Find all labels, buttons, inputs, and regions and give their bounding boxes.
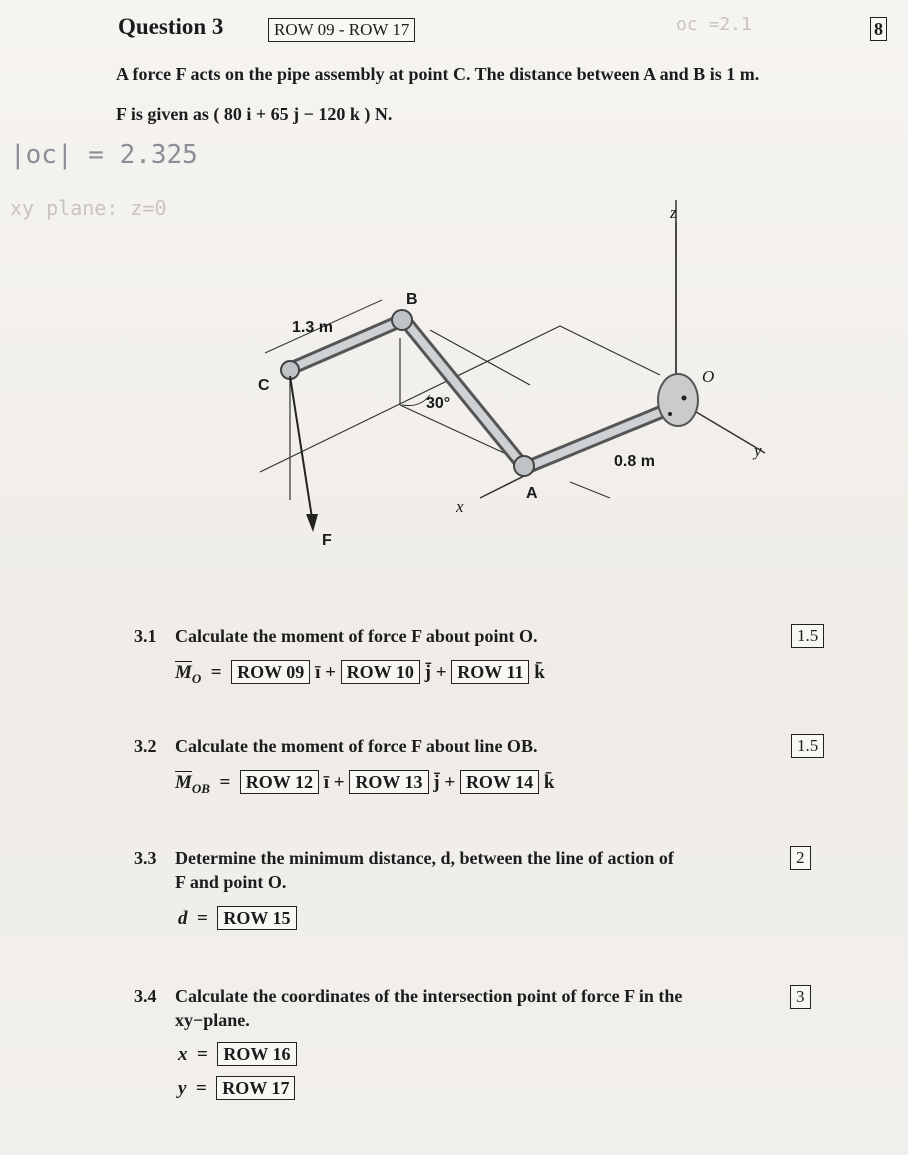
handwritten-note-plane: xy plane: z=0 bbox=[10, 196, 167, 220]
q33-marks: 2 bbox=[790, 846, 811, 870]
dim-label-ao: 0.8 m bbox=[614, 453, 655, 470]
q31-text: Calculate the moment of force F about point O. bbox=[175, 626, 538, 646]
label-x: x bbox=[456, 497, 464, 516]
row-17-box[interactable]: ROW 17 bbox=[216, 1076, 295, 1100]
q34-text-line1: Calculate the coordinates of the intersection point of force F in the bbox=[175, 986, 683, 1006]
handwritten-top-note: oc =2.1 bbox=[676, 14, 752, 35]
label-a: A bbox=[526, 485, 538, 502]
q31-number: 3.1 bbox=[134, 626, 157, 646]
elbow-a bbox=[514, 456, 534, 476]
q34-equation-y: y = ROW 17 bbox=[178, 1076, 295, 1100]
pipe-assembly-diagram bbox=[230, 200, 790, 560]
q34-number: 3.4 bbox=[134, 986, 157, 1006]
q32-number: 3.2 bbox=[134, 736, 157, 756]
label-o: O bbox=[702, 367, 715, 386]
q31-marks: 1.5 bbox=[791, 624, 824, 648]
q33-text-line2: F and point O. bbox=[175, 872, 287, 892]
force-arrowhead bbox=[306, 514, 318, 532]
force-arrow bbox=[290, 376, 312, 518]
q33-number: 3.3 bbox=[134, 848, 157, 868]
question-title: Question 3 bbox=[118, 14, 224, 39]
q33-equation: d = ROW 15 bbox=[178, 906, 297, 930]
handwritten-note-oc: |oc| = 2.325 bbox=[10, 140, 198, 170]
q34-equation-x: x = ROW 16 bbox=[178, 1042, 297, 1066]
label-b: B bbox=[406, 291, 418, 308]
q31-equation: $\overline{M}_O$ = ROW 09 ī + ROW 10 j̄ + ROW 11 k̄ bbox=[175, 662, 545, 686]
intro-line-1: A force F acts on the pipe assembly at point C. The distance between A and B is 1 m. bbox=[116, 64, 760, 84]
dim-line-ao bbox=[570, 482, 610, 498]
q32-marks: 1.5 bbox=[791, 734, 824, 758]
q33-text-line1: Determine the minimum distance, d, between the line of action of bbox=[175, 848, 674, 868]
row-10-box[interactable]: ROW 10 bbox=[341, 660, 420, 684]
q34-text-line2: xy−plane. bbox=[175, 1010, 250, 1030]
row-15-box[interactable]: ROW 15 bbox=[217, 906, 296, 930]
row-09-box[interactable]: ROW 09 bbox=[231, 660, 310, 684]
dim-label-cb: 1.3 m bbox=[292, 319, 333, 336]
angle-label: 30° bbox=[426, 395, 451, 412]
label-c: C bbox=[258, 377, 270, 394]
label-y: y bbox=[754, 441, 762, 460]
row-16-box[interactable]: ROW 16 bbox=[217, 1042, 296, 1066]
row-13-box[interactable]: ROW 13 bbox=[349, 770, 428, 794]
row-12-box[interactable]: ROW 12 bbox=[240, 770, 319, 794]
wall-flange-o bbox=[658, 374, 698, 426]
rows-range-box: ROW 09 - ROW 17 bbox=[268, 18, 415, 42]
row-11-box[interactable]: ROW 11 bbox=[451, 660, 529, 684]
q32-text: Calculate the moment of force F about line OB. bbox=[175, 736, 538, 756]
total-marks-box: 8 bbox=[870, 17, 887, 41]
elbow-b bbox=[392, 310, 412, 330]
intro-line-2: F is given as ( 80 i + 65 j − 120 k ) N. bbox=[116, 104, 393, 124]
label-z: z bbox=[670, 203, 677, 222]
label-f: F bbox=[322, 532, 332, 549]
q32-equation: $\overline{M}_{OB}$ = ROW 12 ī + ROW 13 j̄ + ROW 14 k̄ bbox=[175, 772, 555, 796]
q34-marks: 3 bbox=[790, 985, 811, 1009]
row-14-box[interactable]: ROW 14 bbox=[460, 770, 539, 794]
